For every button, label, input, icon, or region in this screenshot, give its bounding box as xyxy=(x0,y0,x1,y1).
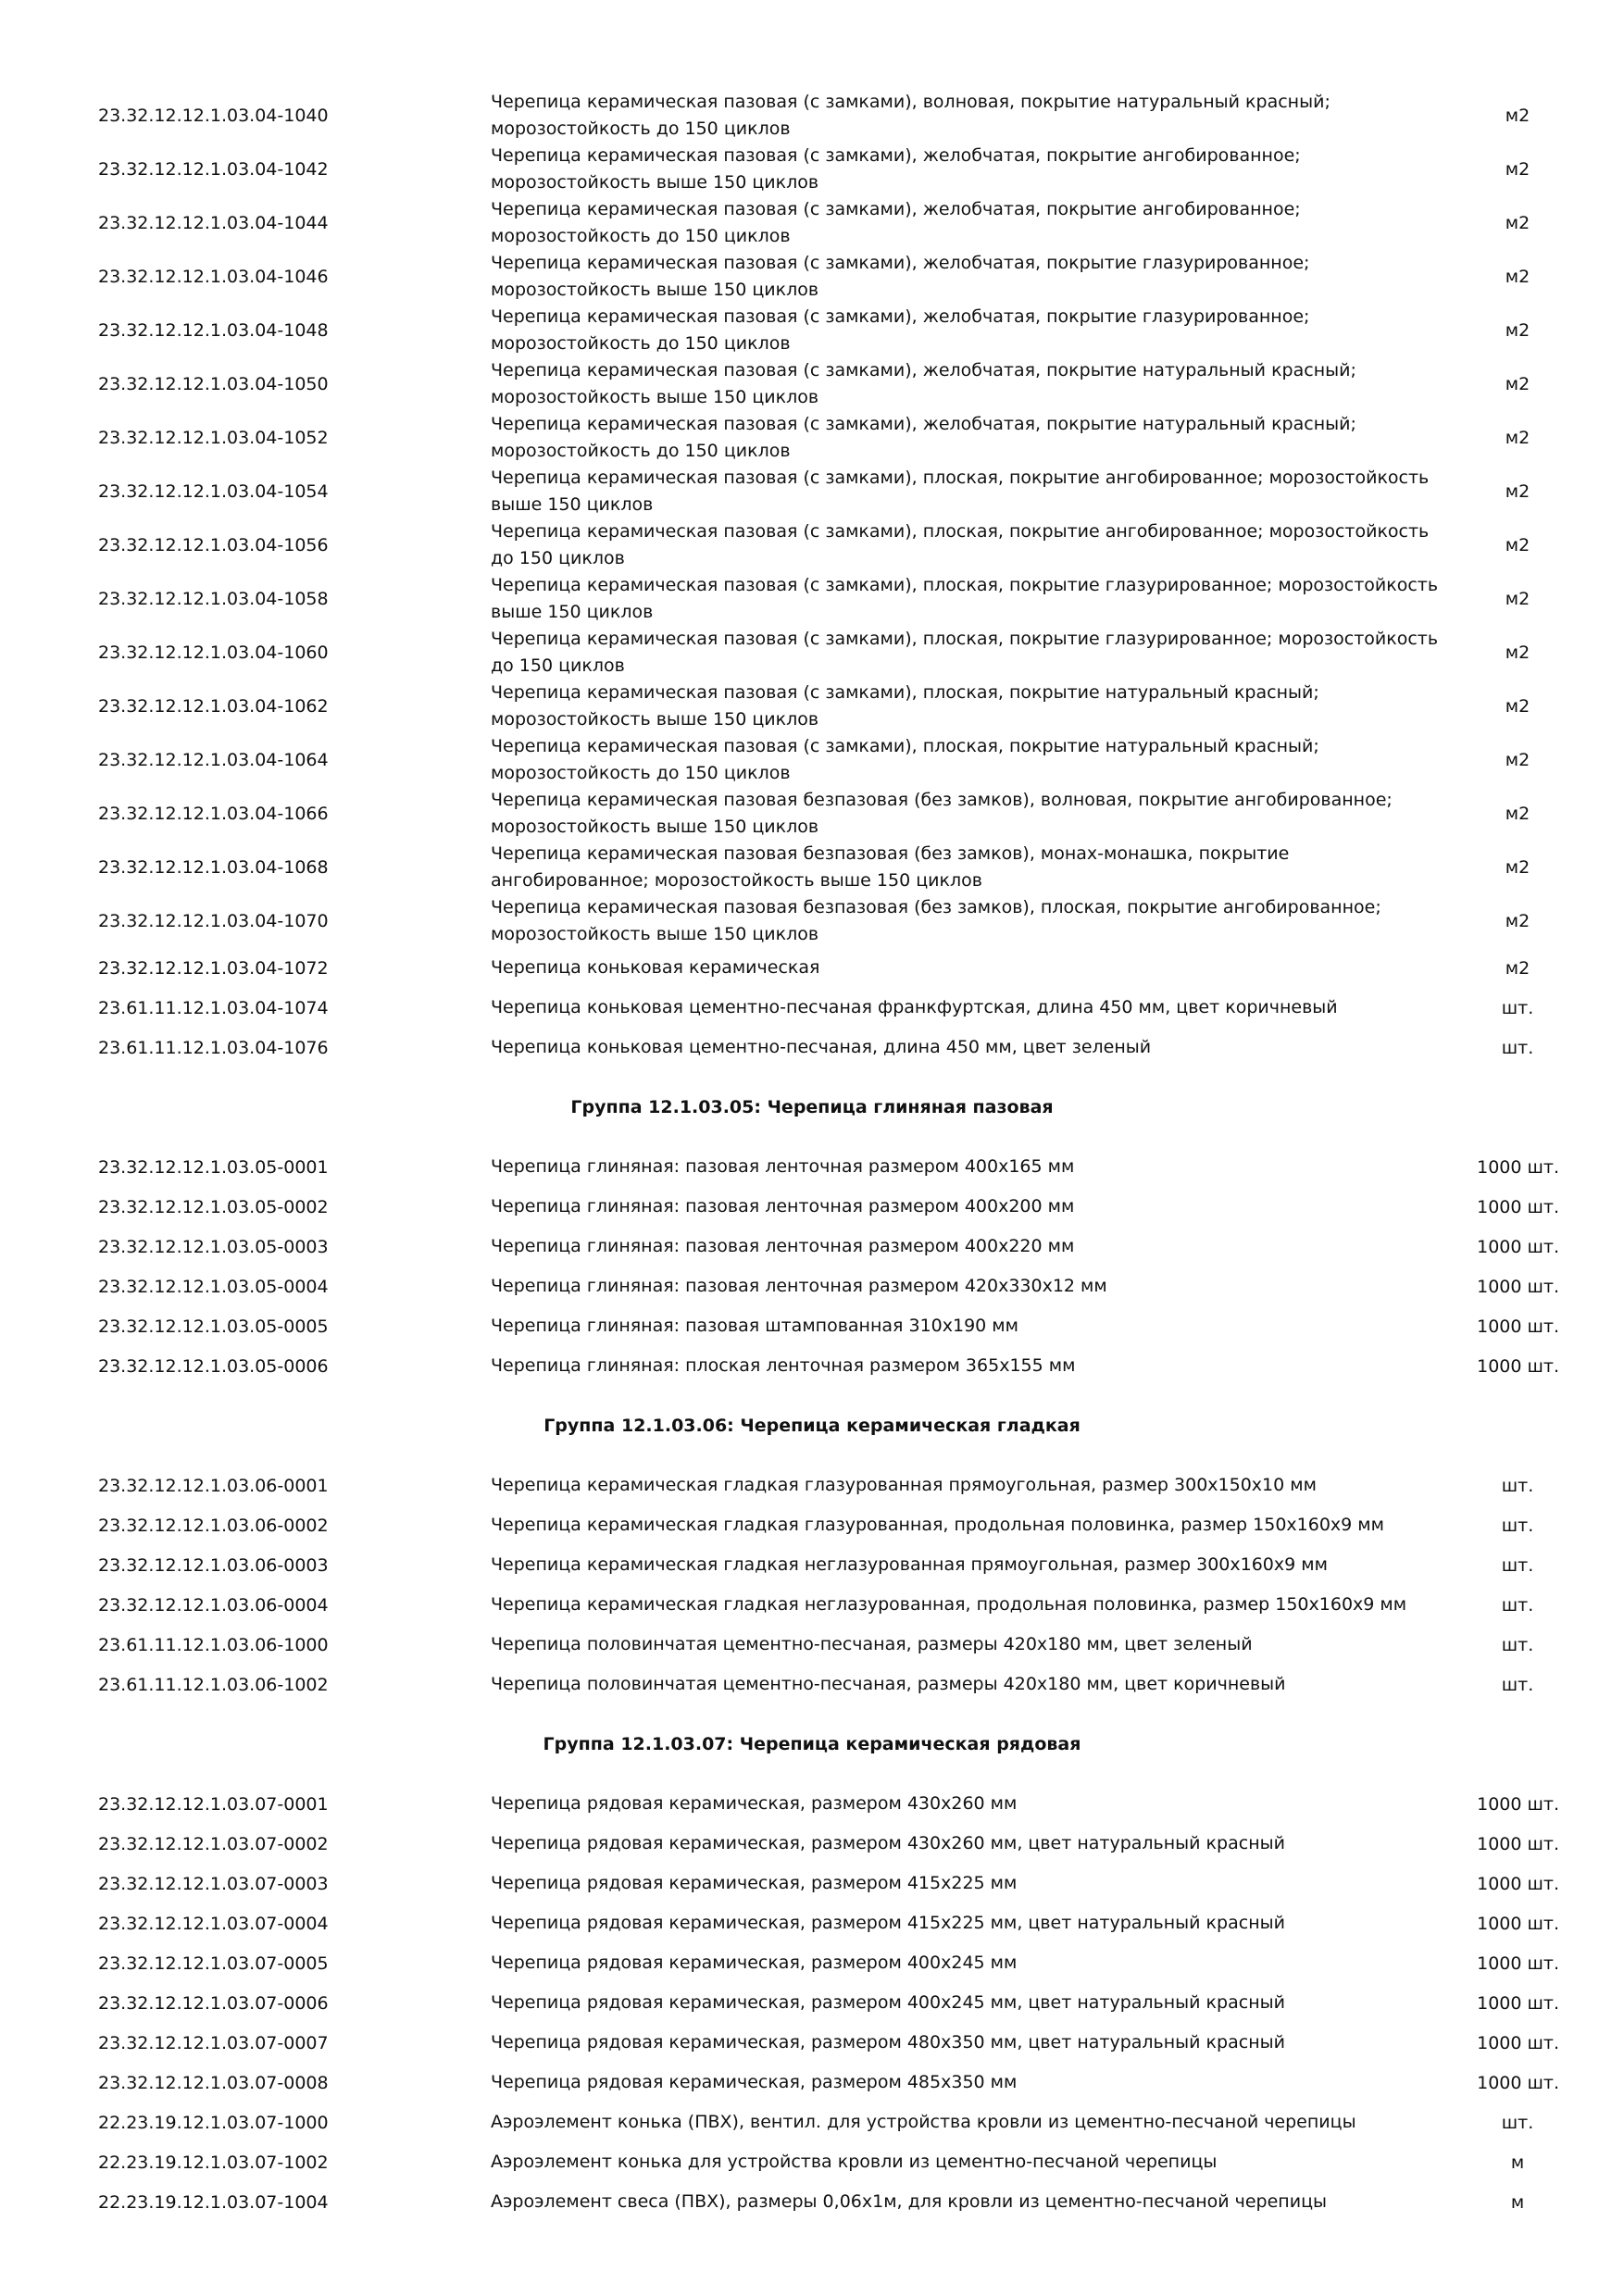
resource-code: 23.61.11.12.1.03.04-1074 xyxy=(98,997,329,1018)
resource-description: Черепица керамическая гладкая неглазурованная, продольная половинка, размер 150х160х9 мм xyxy=(491,1594,1407,1615)
resource-unit: шт. xyxy=(1501,1554,1534,1576)
resource-unit: шт. xyxy=(1501,1594,1534,1616)
resource-description: Черепица коньковая цементно-песчаная франкфуртская, длина 450 мм, цвет коричневый xyxy=(491,997,1338,1017)
table-row xyxy=(0,89,1624,143)
resource-code: 23.32.12.12.1.03.07-0005 xyxy=(98,1953,329,1974)
resource-unit: м2 xyxy=(1505,267,1530,287)
table-row xyxy=(0,572,1624,626)
resource-code: 23.32.12.12.1.03.04-1062 xyxy=(98,696,329,717)
resource-code: 23.32.12.12.1.03.07-0004 xyxy=(98,1913,329,1934)
table-row xyxy=(0,2063,1624,2103)
resource-description: Черепица керамическая пазовая (с замками), волновая, покрытие натуральный красный; морозостойкость до 150 циклов xyxy=(491,92,1330,139)
resource-unit: м2 xyxy=(1505,213,1530,233)
table-row xyxy=(0,411,1624,465)
resource-unit: 1000 шт. xyxy=(1477,1953,1559,1974)
resource-code: 23.32.12.12.1.03.07-0001 xyxy=(98,1793,329,1815)
document-body xyxy=(0,89,1624,2222)
resource-description: Черепица керамическая гладкая неглазурованная прямоугольная, размер 300х160х9 мм xyxy=(491,1554,1328,1575)
resource-unit: 1000 шт. xyxy=(1477,1913,1559,1934)
resource-unit: 1000 шт. xyxy=(1477,2072,1559,2093)
resource-unit: м2 xyxy=(1505,106,1530,126)
resource-code: 23.61.11.12.1.03.04-1076 xyxy=(98,1037,329,1058)
resource-description: Черепица керамическая пазовая (с замками), плоская, покрытие ангобированное; морозостойкость до 150 циклов xyxy=(491,521,1430,568)
table-row xyxy=(0,894,1624,948)
resource-code: 23.61.11.12.1.03.06-1000 xyxy=(98,1634,329,1655)
resource-description: Черепица половинчатая цементно-песчаная, размеры 420х180 мм, цвет зеленый xyxy=(491,1634,1253,1654)
resource-code: 23.32.12.12.1.03.06-0002 xyxy=(98,1515,329,1536)
table-row xyxy=(0,1625,1624,1665)
table-row xyxy=(0,841,1624,894)
resource-description: Черепица керамическая гладкая глазурованная, продольная половинка, размер 150х160х9 мм xyxy=(491,1515,1384,1535)
resource-unit: м2 xyxy=(1505,957,1530,979)
table-row xyxy=(0,2103,1624,2142)
table-row xyxy=(0,1983,1624,2023)
resource-unit: м2 xyxy=(1505,589,1530,609)
resource-unit: м2 xyxy=(1505,320,1530,341)
resource-unit: 1000 шт. xyxy=(1477,1156,1559,1178)
resource-code: 22.23.19.12.1.03.07-1002 xyxy=(98,2152,329,2173)
resource-code: 23.32.12.12.1.03.04-1052 xyxy=(98,428,329,448)
table-row xyxy=(0,1346,1624,1386)
table-row xyxy=(0,1903,1624,1943)
resource-code: 23.32.12.12.1.03.05-0003 xyxy=(98,1236,329,1257)
resource-description: Аэроэлемент конька для устройства кровли из цементно-песчаной черепицы xyxy=(491,2152,1218,2172)
table-row xyxy=(0,1864,1624,1903)
resource-code: 23.32.12.12.1.03.04-1044 xyxy=(98,213,329,233)
resource-unit: 1000 шт. xyxy=(1477,1196,1559,1217)
table-row xyxy=(0,1267,1624,1306)
table-row xyxy=(0,1028,1624,1067)
resource-unit: 1000 шт. xyxy=(1477,1873,1559,1894)
resource-code: 23.32.12.12.1.03.04-1064 xyxy=(98,750,329,770)
resource-description: Черепица керамическая пазовая (с замками), желобчатая, покрытие натуральный красный; морозостойкость до 150 циклов xyxy=(491,414,1356,461)
resource-description: Черепица коньковая керамическая xyxy=(491,957,820,978)
resource-code: 23.32.12.12.1.03.07-0002 xyxy=(98,1833,329,1854)
resource-unit: м2 xyxy=(1505,428,1530,448)
resource-code: 23.32.12.12.1.03.04-1048 xyxy=(98,320,329,341)
resource-code: 23.32.12.12.1.03.06-0001 xyxy=(98,1475,329,1496)
resource-unit: 1000 шт. xyxy=(1477,1793,1559,1815)
resource-unit: м2 xyxy=(1505,159,1530,180)
resource-unit: шт. xyxy=(1501,1037,1534,1058)
table-row xyxy=(0,1545,1624,1585)
table-row xyxy=(0,1585,1624,1625)
resource-code: 22.23.19.12.1.03.07-1004 xyxy=(98,2191,329,2213)
resource-code: 23.32.12.12.1.03.05-0004 xyxy=(98,1276,329,1297)
resource-code: 23.32.12.12.1.03.05-0001 xyxy=(98,1156,329,1178)
table-row xyxy=(0,787,1624,841)
table-row xyxy=(0,680,1624,733)
resource-description: Черепица керамическая пазовая (с замками), плоская, покрытие глазурированное; морозостойкость до 150 циклов xyxy=(491,629,1439,676)
resource-unit: шт. xyxy=(1501,997,1534,1018)
group-heading: Группа 12.1.03.05: Черепица глиняная пазовая xyxy=(570,1097,1054,1117)
resource-description: Черепица керамическая пазовая (с замками), плоская, покрытие глазурированное; морозостойкость выше 150 циклов xyxy=(491,575,1439,622)
table-row xyxy=(0,143,1624,196)
table-row xyxy=(0,1227,1624,1267)
resource-unit: м2 xyxy=(1505,750,1530,770)
resource-unit: шт. xyxy=(1501,1475,1534,1496)
table-row xyxy=(0,2142,1624,2182)
resource-description: Черепица глиняная: пазовая ленточная размером 420х330х12 мм xyxy=(491,1276,1107,1296)
resource-description: Черепица керамическая пазовая (с замками), желобчатая, покрытие ангобированное; морозостойкость выше 150 циклов xyxy=(491,145,1301,193)
resource-code: 23.32.12.12.1.03.04-1042 xyxy=(98,159,329,180)
resource-description: Черепица рядовая керамическая, размером 430х260 мм, цвет натуральный красный xyxy=(491,1833,1285,1853)
resource-unit: 1000 шт. xyxy=(1477,1276,1559,1297)
resource-description: Черепица рядовая керамическая, размером 485х350 мм xyxy=(491,2072,1018,2092)
resource-unit: м2 xyxy=(1505,535,1530,555)
resource-code: 23.32.12.12.1.03.04-1040 xyxy=(98,106,329,126)
resource-unit: м xyxy=(1510,2191,1525,2213)
table-row xyxy=(0,626,1624,680)
resource-unit: 1000 шт. xyxy=(1477,2032,1559,2053)
table-row xyxy=(0,1665,1624,1704)
resource-description: Черепица рядовая керамическая, размером 400х245 мм, цвет натуральный красный xyxy=(491,1992,1285,2013)
table-row xyxy=(0,733,1624,787)
resource-code: 23.32.12.12.1.03.04-1050 xyxy=(98,374,329,394)
resource-unit: 1000 шт. xyxy=(1477,1992,1559,2014)
table-row xyxy=(0,1784,1624,1824)
table-row xyxy=(0,304,1624,357)
resource-code: 23.32.12.12.1.03.04-1058 xyxy=(98,589,329,609)
resource-unit: м2 xyxy=(1505,911,1530,931)
resource-description: Черепица керамическая гладкая глазурованная прямоугольная, размер 300х150х10 мм xyxy=(491,1475,1317,1495)
resource-unit: м2 xyxy=(1505,374,1530,394)
group-heading: Группа 12.1.03.07: Черепица керамическая рядовая xyxy=(543,1734,1081,1754)
resource-description: Аэроэлемент конька (ПВХ), вентил. для устройства кровли из цементно-песчаной черепицы xyxy=(491,2112,1356,2132)
resource-code: 23.32.12.12.1.03.06-0004 xyxy=(98,1594,329,1616)
resource-description: Черепица керамическая пазовая (с замками), плоская, покрытие натуральный красный; морозостойкость до 150 циклов xyxy=(491,736,1319,783)
resource-description: Черепица глиняная: пазовая ленточная размером 400х165 мм xyxy=(491,1156,1075,1177)
table-row xyxy=(0,948,1624,988)
resource-code: 23.32.12.12.1.03.07-0007 xyxy=(98,2032,329,2053)
resource-description: Черепица керамическая пазовая безпазовая (без замков), волновая, покрытие ангобированное; морозостойкость выше 150 циклов xyxy=(491,790,1393,837)
resource-unit: 1000 шт. xyxy=(1477,1355,1559,1377)
resource-description: Черепица керамическая пазовая (с замками), плоская, покрытие ангобированное; морозостойкость выше 150 циклов xyxy=(491,468,1430,515)
resource-code: 23.32.12.12.1.03.05-0005 xyxy=(98,1316,329,1337)
resource-unit: шт. xyxy=(1501,1674,1534,1695)
resource-description: Черепица рядовая керамическая, размером 415х225 мм xyxy=(491,1873,1018,1893)
resource-code: 23.32.12.12.1.03.04-1072 xyxy=(98,957,329,979)
resource-description: Черепица керамическая пазовая (с замками), желобчатая, покрытие глазурированное; морозостойкость до 150 циклов xyxy=(491,306,1310,354)
table-row xyxy=(0,250,1624,304)
resource-description: Черепица рядовая керамическая, размером 400х245 мм xyxy=(491,1953,1018,1973)
resource-description: Черепица рядовая керамическая, размером 430х260 мм xyxy=(491,1793,1018,1814)
resource-description: Черепица керамическая пазовая безпазовая (без замков), плоская, покрытие ангобированное; морозостойкость выше 150 циклов xyxy=(491,897,1381,944)
resource-description: Черепица коньковая цементно-песчаная, длина 450 мм, цвет зеленый xyxy=(491,1037,1152,1057)
resource-code: 23.32.12.12.1.03.07-0008 xyxy=(98,2072,329,2093)
table-row xyxy=(0,1306,1624,1346)
resource-code: 23.32.12.12.1.03.04-1054 xyxy=(98,481,329,502)
table-row xyxy=(0,518,1624,572)
resource-unit: шт. xyxy=(1501,2112,1534,2133)
resource-description: Черепица рядовая керамическая, размером 415х225 мм, цвет натуральный красный xyxy=(491,1913,1285,1933)
resource-code: 23.32.12.12.1.03.07-0003 xyxy=(98,1873,329,1894)
table-row xyxy=(0,1466,1624,1505)
resource-unit: м2 xyxy=(1505,857,1530,878)
resource-code: 23.61.11.12.1.03.06-1002 xyxy=(98,1674,329,1695)
resource-description: Черепица глиняная: пазовая ленточная размером 400х200 мм xyxy=(491,1196,1075,1217)
resource-unit: м2 xyxy=(1505,481,1530,502)
resource-description: Черепица керамическая пазовая (с замками), желобчатая, покрытие глазурированное; морозостойкость выше 150 циклов xyxy=(491,253,1310,300)
resource-code: 22.23.19.12.1.03.07-1000 xyxy=(98,2112,329,2133)
table-row xyxy=(0,1187,1624,1227)
resource-unit: м xyxy=(1510,2152,1525,2173)
resource-description: Черепица рядовая керамическая, размером 480х350 мм, цвет натуральный красный xyxy=(491,2032,1285,2053)
resource-code: 23.32.12.12.1.03.04-1068 xyxy=(98,857,329,878)
table-row xyxy=(0,2023,1624,2063)
resource-code: 23.32.12.12.1.03.04-1066 xyxy=(98,804,329,824)
table-row xyxy=(0,988,1624,1028)
resource-code: 23.32.12.12.1.03.06-0003 xyxy=(98,1554,329,1576)
table-row xyxy=(0,465,1624,518)
resource-unit: шт. xyxy=(1501,1634,1534,1655)
resource-unit: м2 xyxy=(1505,696,1530,717)
resource-unit: 1000 шт. xyxy=(1477,1316,1559,1337)
resource-description: Черепица половинчатая цементно-песчаная, размеры 420х180 мм, цвет коричневый xyxy=(491,1674,1286,1694)
resource-unit: м2 xyxy=(1505,643,1530,663)
resource-code: 23.32.12.12.1.03.04-1056 xyxy=(98,535,329,555)
resource-code: 23.32.12.12.1.03.04-1060 xyxy=(98,643,329,663)
resource-code: 23.32.12.12.1.03.04-1046 xyxy=(98,267,329,287)
resource-code: 23.32.12.12.1.03.07-0006 xyxy=(98,1992,329,2014)
table-row xyxy=(0,1943,1624,1983)
table-row xyxy=(0,1505,1624,1545)
group-heading: Группа 12.1.03.06: Черепица керамическая гладкая xyxy=(543,1416,1081,1436)
resource-description: Черепица керамическая пазовая (с замками), желобчатая, покрытие натуральный красный; морозостойкость выше 150 циклов xyxy=(491,360,1356,407)
resource-description: Аэроэлемент свеса (ПВХ), размеры 0,06х1м, для кровли из цементно-песчаной черепицы xyxy=(491,2191,1328,2212)
table-row xyxy=(0,357,1624,411)
resource-description: Черепица глиняная: плоская ленточная размером 365х155 мм xyxy=(491,1355,1076,1376)
resource-unit: 1000 шт. xyxy=(1477,1833,1559,1854)
resource-code: 23.32.12.12.1.03.04-1070 xyxy=(98,911,329,931)
resource-unit: шт. xyxy=(1501,1515,1534,1536)
resource-code: 23.32.12.12.1.03.05-0006 xyxy=(98,1355,329,1377)
table-row xyxy=(0,196,1624,250)
table-row xyxy=(0,2182,1624,2222)
resource-unit: м2 xyxy=(1505,804,1530,824)
resource-description: Черепица керамическая пазовая (с замками), желобчатая, покрытие ангобированное; морозостойкость до 150 циклов xyxy=(491,199,1301,246)
resource-unit: 1000 шт. xyxy=(1477,1236,1559,1257)
resource-description: Черепица глиняная: пазовая ленточная размером 400х220 мм xyxy=(491,1236,1075,1256)
resource-code: 23.32.12.12.1.03.05-0002 xyxy=(98,1196,329,1217)
table-row xyxy=(0,1824,1624,1864)
resource-description: Черепица керамическая пазовая безпазовая (без замков), монах-монашка, покрытие ангобированное; морозостойкость выше 150 циклов xyxy=(491,843,1290,891)
resource-description: Черепица глиняная: пазовая штампованная 310х190 мм xyxy=(491,1316,1018,1336)
table-row xyxy=(0,1147,1624,1187)
resource-description: Черепица керамическая пазовая (с замками), плоская, покрытие натуральный красный; морозостойкость выше 150 циклов xyxy=(491,682,1319,730)
